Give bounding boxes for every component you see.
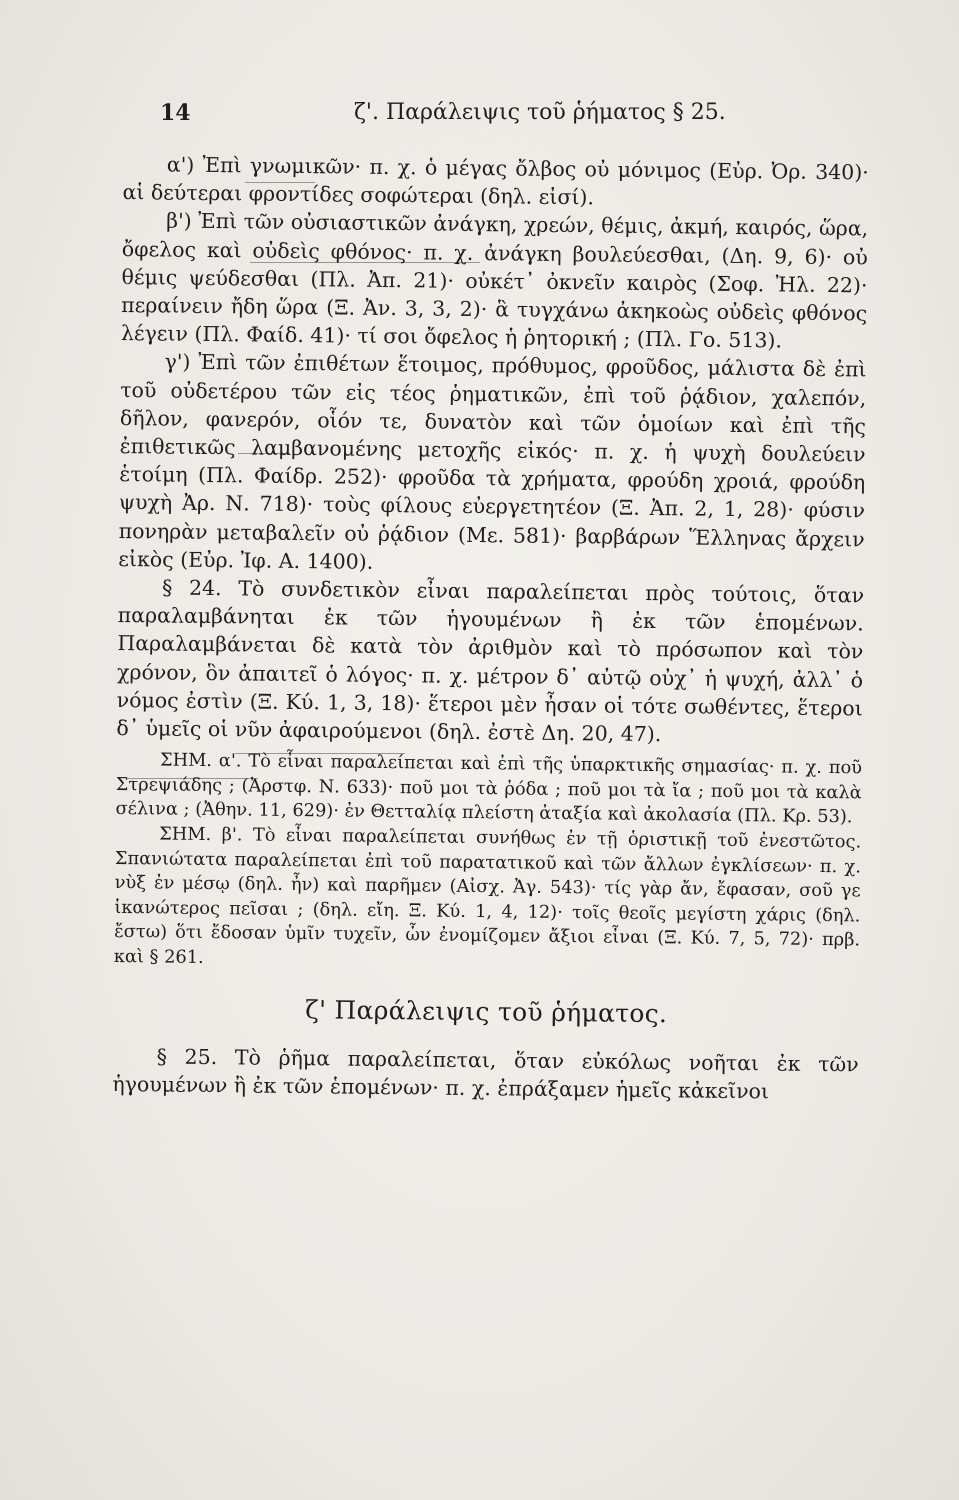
notes-block bbox=[114, 748, 862, 978]
paragraph-section-25: § 25. Τὸ ῥῆμα παραλείπεται, ὅταν εὐκόλως νοῆται ἐκ τῶν ἡγουμένων ἢ ἐκ τῶν ἑπομένων· π. χ. ἐπράξαμεν ἡμεῖς κἀκεῖνοι bbox=[112, 1044, 859, 1104]
page-body bbox=[112, 150, 869, 1107]
section-heading: ζ' Παράλειψις τοῦ ῥήματος. bbox=[305, 994, 668, 1028]
page-header bbox=[160, 100, 839, 136]
page-number: 14 bbox=[160, 100, 191, 126]
paragraph-beta: β') Ἐπὶ τῶν οὐσιαστικῶν ἀνάγκη, χρεών, θέμις, ἀκμή, καιρός, ὥρα, ὄφελος καὶ οὐδεὶς φθόνος· π. χ. ἀνάγκη βουλεύεσθαι, (Δη. 9, 6)· οὐ θέμις ψεύδεσθαι (Πλ. Ἀπ. 21)· οὐκέτ᾽ ὀκνεῖν καιρὸς (Σοφ. Ἠλ. 22)· περαίνειν ἤδη ὥρα (Ξ. Ἀν. 3, 3, 2)· ἃ τυγχάνω ἀκηκοὼς οὐδεὶς φθόνος λέγειν (Πλ. Φαίδ. 41)· τί σοι ὄφελος ἡ ῥητορική ; (Πλ. Γο. 513). bbox=[120, 208, 869, 353]
note-beta: ΣΗΜ. β'. Τὸ εἶναι παραλείπεται συνήθως ἐν τῇ ὁριστικῇ τοῦ ἐνεστῶτος. Σπανιώτατα παραλείπεται ἐπὶ τοῦ παρατατικοῦ καὶ τῶν ἄλλων ἐγκλίσεων· π. χ. νὺξ ἐν μέσῳ (δηλ. ἦν) καὶ παρῆμεν (Αἰσχ. Ἀγ. 543)· τίς γὰρ ἄν, ἔφασαν, σοῦ γε ἱκανώτερος πεῖσαι ; (δηλ. εἴη. Ξ. Κύ. 1, 4, 12)· τοῖς θεοῖς μεγίστη χάρις (δηλ. ἔστω) ὅτι ἔδοσαν ὑμῖν τυχεῖν, ὧν ἐνομίζομεν ἄξιοι εἶναι (Ξ. Κύ. 7, 5, 72)· πρβ. καὶ § 261. bbox=[113, 823, 862, 968]
paragraph-section-24: § 24. Τὸ συνδετικὸν εἶναι παραλείπεται πρὸς τούτοις, ὅταν παραλαμβάνηται ἐκ τῶν ἡγουμένων ἢ ἐκ τῶν ἑπομένων. Παραλαμβάνεται δὲ κατὰ τὸν ἀριθμὸν καὶ τὸ πρόσωπον καὶ τὸν χρόνον, ὃν ἀπαιτεῖ ὁ λόγος· π. χ. μέτρον δ᾽ αὐτῷ οὐχ᾽ ἡ ψυχή, ἀλλ᾽ ὁ νόμος ἐστὶν (Ξ. Κύ. 1, 3, 18)· ἕτεροι μὲν ἦσαν οἱ τότε σωθέντες, ἕτεροι δ᾽ ὑμεῖς οἱ νῦν ἀφαιρούμενοι (δηλ. ἐστὲ Δη. 20, 47). bbox=[116, 575, 865, 747]
paragraph-alpha: α') Ἐπὶ γνωμικῶν· π. χ. ὁ μέγας ὄλβος οὐ μόνιμος (Εὐρ. Ὀρ. 340)· αἱ δεύτεραι φροντίδες σοφώτεραι (δηλ. εἰσί). bbox=[122, 152, 869, 210]
note-alpha: ΣΗΜ. α'. Τὸ εἶναι παραλείπεται καὶ ἐπὶ τῆς ὑπαρκτικῆς σημασίας· π. χ. ποῦ Στρεψιάδης ; (Ἀρστφ. Ν. 633)· ποῦ μοι τὰ ῥόδα ; ποῦ μοι τὰ ἴα ; ποῦ μοι τὰ καλὰ σέλινα ; (Ἀθην. 11, 629)· ἐν Θετταλίᾳ πλείστη ἀταξία καὶ ἀκολασία (Πλ. Κρ. 53). bbox=[115, 749, 863, 828]
paragraph-gamma: γ') Ἐπὶ τῶν ἐπιθέτων ἕτοιμος, πρόθυμος, φροῦδος, μάλιστα δὲ ἐπὶ τοῦ οὐδετέρου τῶν εἰς τέος ῥηματικῶν, ἐπὶ τοῦ ῥᾴδιον, χαλεπόν, δῆλον, φανερόν, οἷόν τε, δυνατὸν καὶ τῶν ὁμοίων καὶ ἐπὶ τῆς ἐπιθετικῶς λαμβανομένης μετοχῆς εἰκός· π. χ. ἡ ψυχὴ δουλεύειν ἑτοίμη (Πλ. Φαίδρ. 252)· φροῦδα τὰ χρήματα, φρούδη χροιά, φρούδη ψυχὴ Ἀρ. Ν. 718)· τοὺς φίλους εὐεργετητέον (Ξ. Ἀπ. 2, 1, 28)· φύσιν πονηρὰν μεταβαλεῖν οὐ ῥᾴδιον (Με. 581)· βαρβάρων Ἕλληνας ἄρχειν εἰκὸς (Εὐρ. Ἰφ. Α. 1400). bbox=[118, 349, 867, 574]
running-head: ζ'. Παράλειψις τοῦ ῥήματος § 25. bbox=[354, 100, 726, 125]
